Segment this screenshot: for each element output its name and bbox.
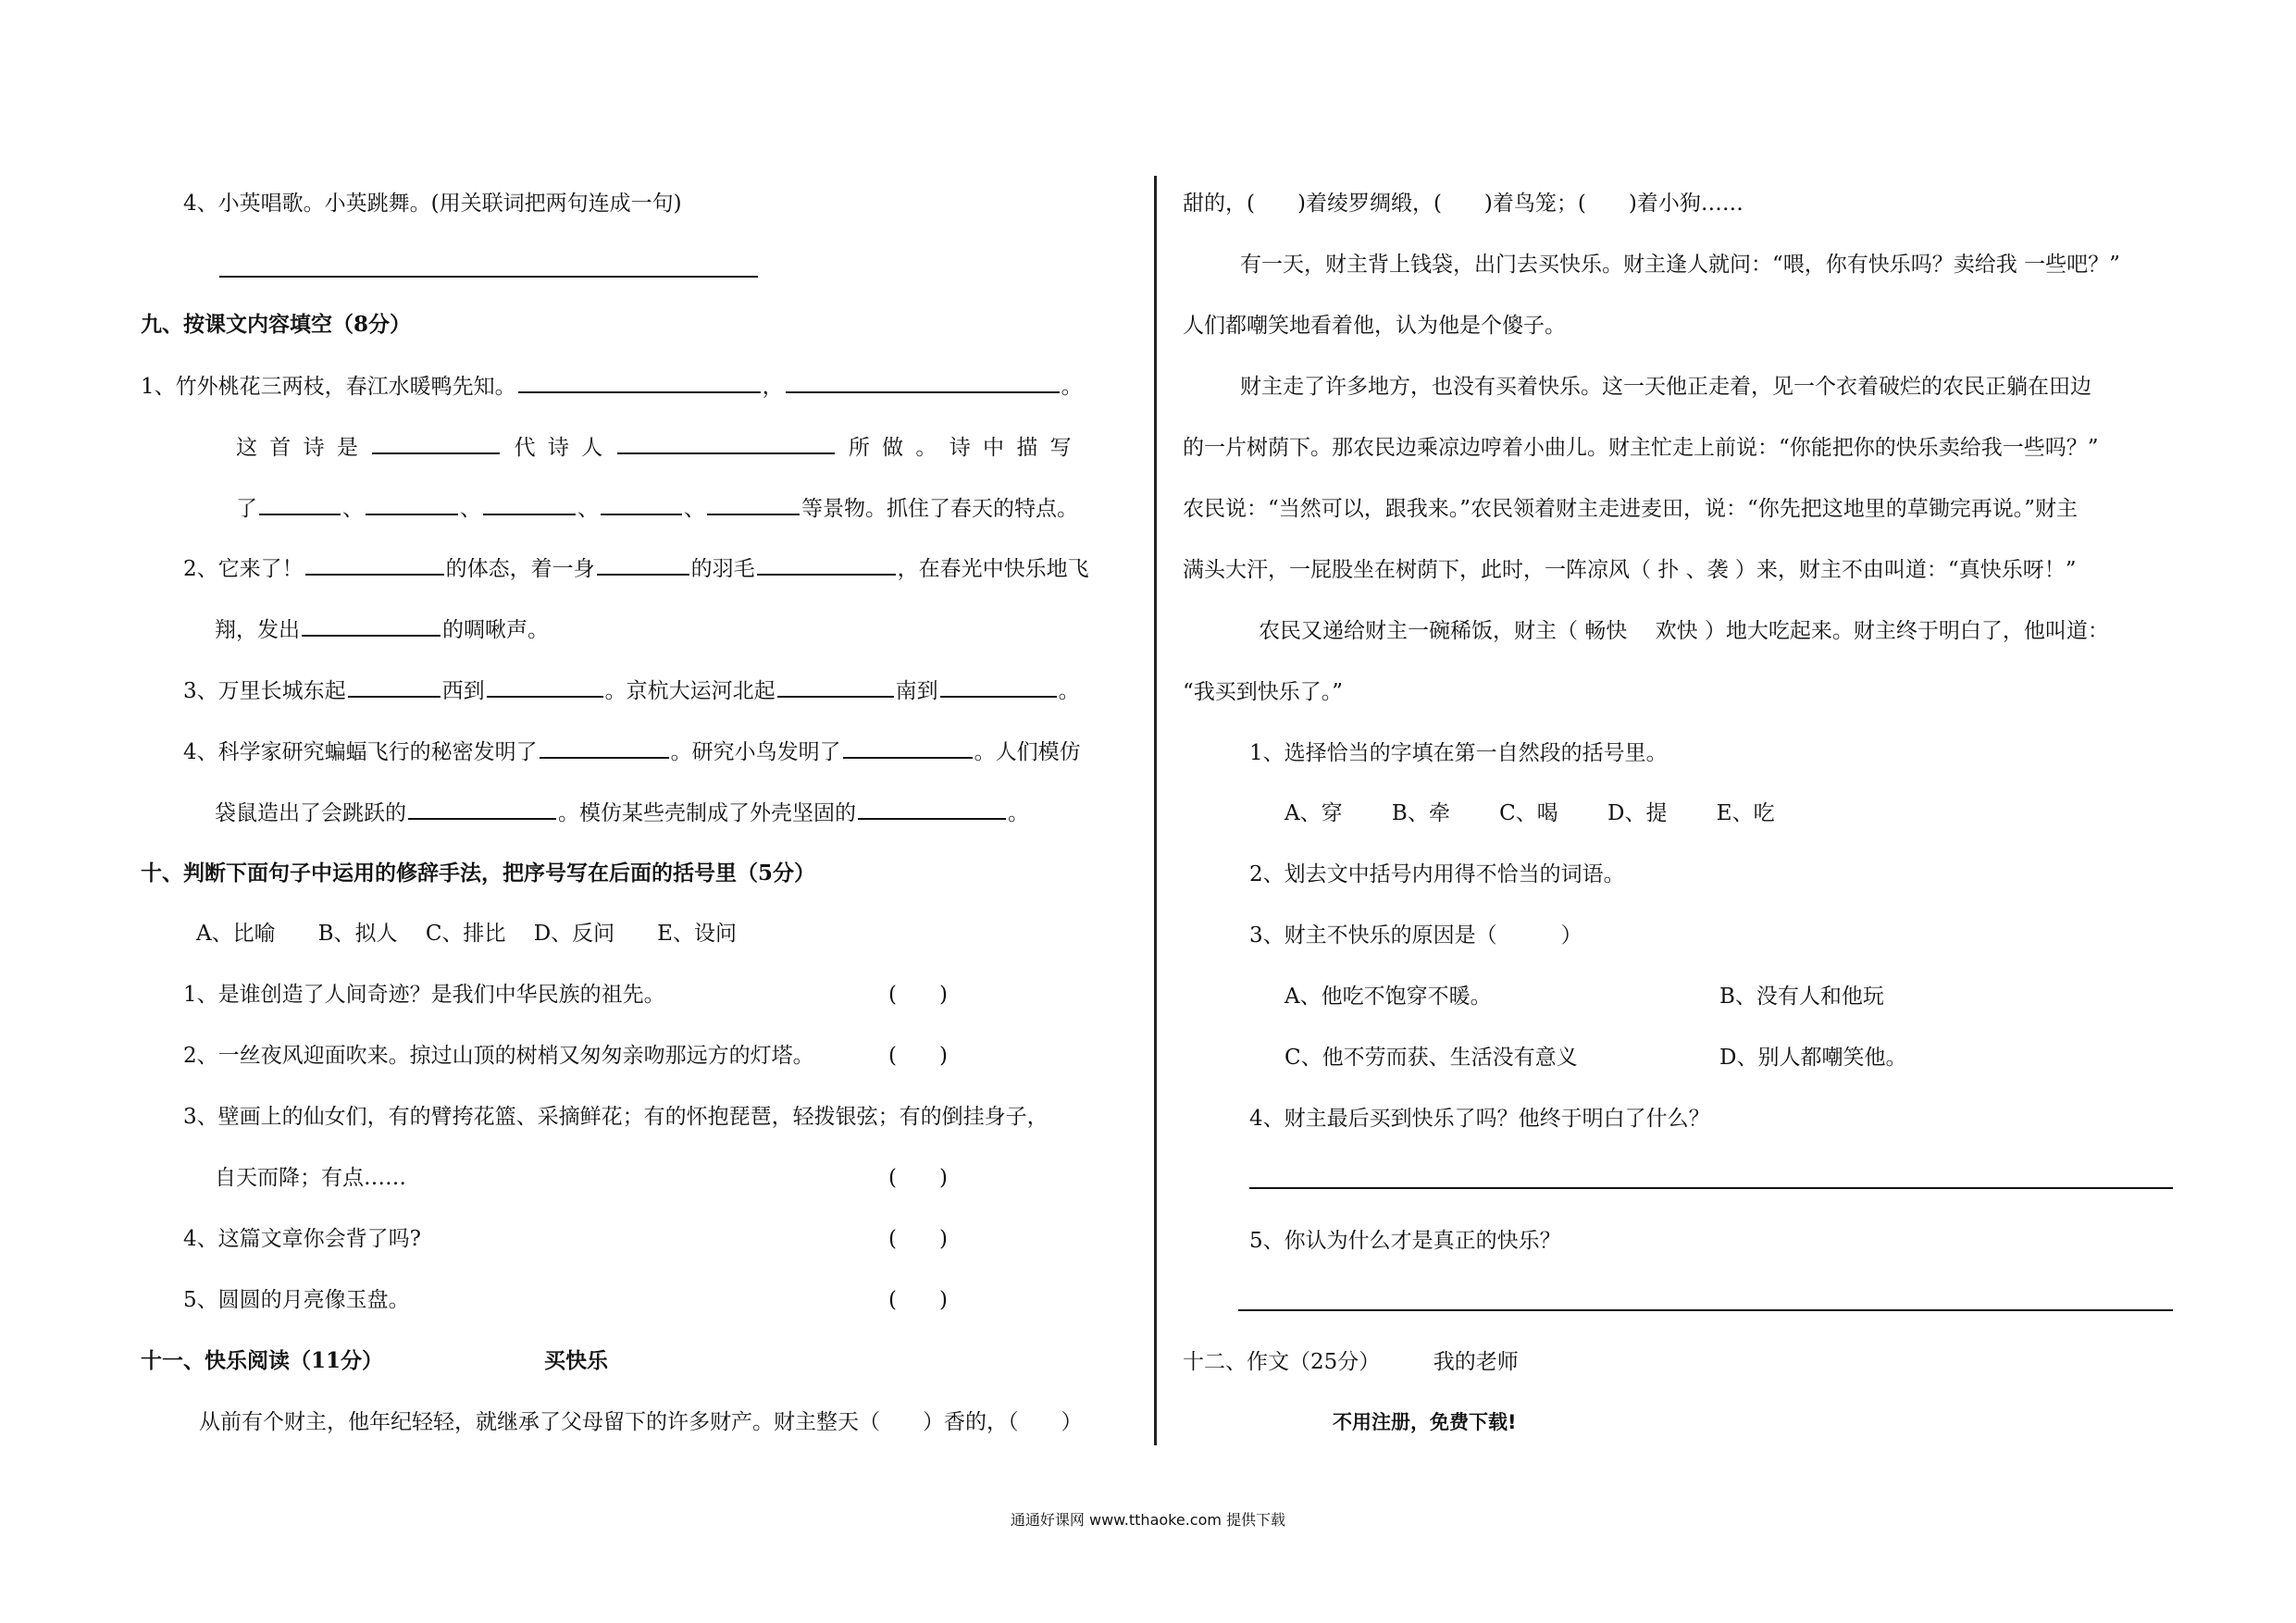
q10-3-line2: 自天而降；有点…… [215,1166,406,1190]
column-divider [1154,176,1157,1445]
blank[interactable] [305,553,444,576]
q9-1-line1 [141,371,1083,402]
text: 袋鼠造出了会跳跃的 [215,801,406,825]
text: 。人们模仿 [974,740,1081,764]
reading-para1: 从前有个财主，他年纪轻轻，就继承了父母留下的许多财产。财主整天（ ）香的，（ ） [199,1410,1083,1434]
reading-line: 有一天，财主背上钱袋，出门去买快乐。财主逢人就问：“喂，你有快乐吗？卖给我 一些吧？” [1240,253,2120,277]
q9-1-line2 [236,432,1072,463]
punct: 。 [1058,679,1080,703]
answer-line[interactable] [219,276,758,278]
blank[interactable] [601,493,682,515]
reading-line: 农民又递给财主一碗稀饭，财主（ 畅快 欢快 ）地大吃起来。财主终于明白了，他叫道： [1259,619,2109,643]
punct: 、 [460,497,481,521]
blank[interactable] [408,798,556,820]
reading-q3-option-a: A、他吃不饱穿不暖。 [1285,985,1492,1009]
reading-line: 甜的，( )着绫罗绸缎，( )着鸟笼；( )着小狗…… [1183,192,1744,216]
q9-4-line2 [215,798,1029,828]
q9-1-line3 [236,493,1078,524]
q10-1: 1、是谁创造了人间奇迹？是我们中华民族的祖先。 [183,983,665,1007]
reading-line: 的一片树荫下。那农民边乘凉边哼着小曲儿。财主忙走上前说：“你能把你的快乐卖给我一些吗？” [1183,436,2099,460]
blank[interactable] [707,493,800,515]
text: 的体态，着一身 [445,557,595,581]
answer-paren[interactable]: ( ) [888,1166,948,1190]
punct: 、 [684,497,705,521]
q10-3-line1: 3、壁画上的仙女们，有的臂挎花篮、采摘鲜花；有的怀抱琵琶，轻拨银弦；有的倒挂身子， [183,1105,1049,1129]
blank[interactable] [777,675,894,698]
question-8-4: 4、小英唱歌。小英跳舞。(用关联词把两句连成一句) [183,192,682,216]
blank[interactable] [843,737,973,759]
section-10-heading: 十、判断下面句子中运用的修辞手法，把序号写在后面的括号里（5分） [141,861,816,886]
reading-title: 买快乐 [544,1348,608,1373]
text: 代 诗 人 [514,436,603,460]
reading-q5: 5、你认为什么才是真正的快乐？ [1249,1229,1561,1253]
text: 。京杭大运河北起 [604,679,776,703]
punct: 、 [577,497,599,521]
section-10-options: A、比喻 B、拟人 C、排比 D、反问 E、设问 [196,922,737,946]
q9-4-line1 [183,737,1081,767]
blank[interactable] [786,371,1060,393]
text: 这 首 诗 是 [236,436,358,460]
q10-5: 5、圆圆的月亮像玉盘。 [183,1288,410,1312]
text: 的羽毛 [690,557,755,581]
blank[interactable] [348,675,441,698]
blank[interactable] [518,371,761,393]
blank[interactable] [858,798,1006,820]
q10-4: 4、这篇文章你会背了吗? [183,1227,421,1251]
reading-line: 人们都嘲笑地看着他，认为他是个傻子。 [1183,314,1566,338]
answer-paren[interactable]: ( ) [888,983,948,1007]
punct: 。 [1061,375,1083,399]
reading-q3-option-b: B、没有人和他玩 [1719,985,1884,1009]
answer-line[interactable] [1249,1187,2173,1189]
blank[interactable] [597,553,689,576]
reading-q3-option-c: C、他不劳而获、生活没有意义 [1285,1046,1578,1070]
text: 。模仿某些壳制成了外壳坚固的 [558,801,856,825]
reading-q2: 2、划去文中括号内用得不恰当的词语。 [1249,862,1625,886]
blank[interactable] [487,675,603,698]
text: 南到 [895,679,938,703]
reading-line: “我买到快乐了。” [1183,680,1344,704]
text: 的啁啾声。 [442,618,549,642]
text: 2、它来了！ [183,557,304,581]
q9-1-text: 1、竹外桃花三两枝，春江水暖鸭先知。 [141,375,516,399]
blank[interactable] [259,493,341,515]
reading-q3: 3、财主不快乐的原因是（ ） [1249,923,1582,948]
reading-line: 满头大汗，一屁股坐在树荫下，此时，一阵凉风（ 扑 、袭 ）来，财主不由叫道：“真快乐呀！” [1183,558,2077,582]
answer-paren[interactable]: ( ) [888,1044,948,1068]
free-download-note: 不用注册，免费下载! [1333,1411,1517,1433]
text: 西到 [441,679,485,703]
blank[interactable] [757,553,896,576]
section-9-heading: 九、按课文内容填空（8分） [141,312,412,337]
punct: ， [762,375,784,399]
reading-q3-option-d: D、别人都嘲笑他。 [1719,1046,1907,1070]
q10-2: 2、一丝夜风迎面吹来。掠过山顶的树梢又匆匆亲吻那远方的灯塔。 [183,1044,814,1068]
blank[interactable] [540,737,669,759]
text: 所 做 。 诗 中 描 写 [848,436,1072,460]
blank[interactable] [617,432,835,454]
reading-line: 农民说：“当然可以，跟我来。”农民领着财主走进麦田，说：“你先把这地里的草锄完再说。”财主 [1183,497,2079,521]
q9-3 [183,675,1080,706]
answer-line[interactable] [1238,1309,2173,1311]
reading-line: 财主走了许多地方，也没有买着快乐。这一天他正走着，见一个衣着破烂的农民正躺在田边 [1240,375,2091,399]
punct: 、 [342,497,364,521]
reading-q1: 1、选择恰当的字填在第一自然段的括号里。 [1249,741,1668,765]
blank[interactable] [366,493,458,515]
punct: 。 [1008,801,1029,825]
page-footer: 通通好课网 www.tthaoke.com 提供下载 [1010,1511,1286,1529]
blank[interactable] [940,675,1057,698]
answer-paren[interactable]: ( ) [888,1227,948,1251]
section-12-heading: 十二、作文（25分） 我的老师 [1183,1350,1519,1374]
blank[interactable] [483,493,576,515]
answer-paren[interactable]: ( ) [888,1288,948,1312]
blank[interactable] [372,432,500,454]
text: 。研究小鸟发明了 [670,740,841,764]
blank[interactable] [302,614,441,637]
reading-q1-options: A、穿 B、牵 C、喝 D、提 E、吃 [1285,801,1775,825]
q9-2-line2 [215,614,549,645]
text: 了 [236,497,257,521]
reading-q4: 4、财主最后买到快乐了吗？他终于明白了什么？ [1249,1107,1710,1131]
text: 3、万里长城东起 [183,679,346,703]
q9-2-line1 [183,553,1089,584]
text: ，在春光中快乐地飞 [897,557,1089,581]
section-11-heading: 十一、快乐阅读（11分） [141,1348,384,1373]
text: 4、科学家研究蝙蝠飞行的秘密发明了 [183,740,538,764]
text: 翔，发出 [215,618,300,642]
text: 等景物。抓住了春天的特点。 [801,497,1078,521]
